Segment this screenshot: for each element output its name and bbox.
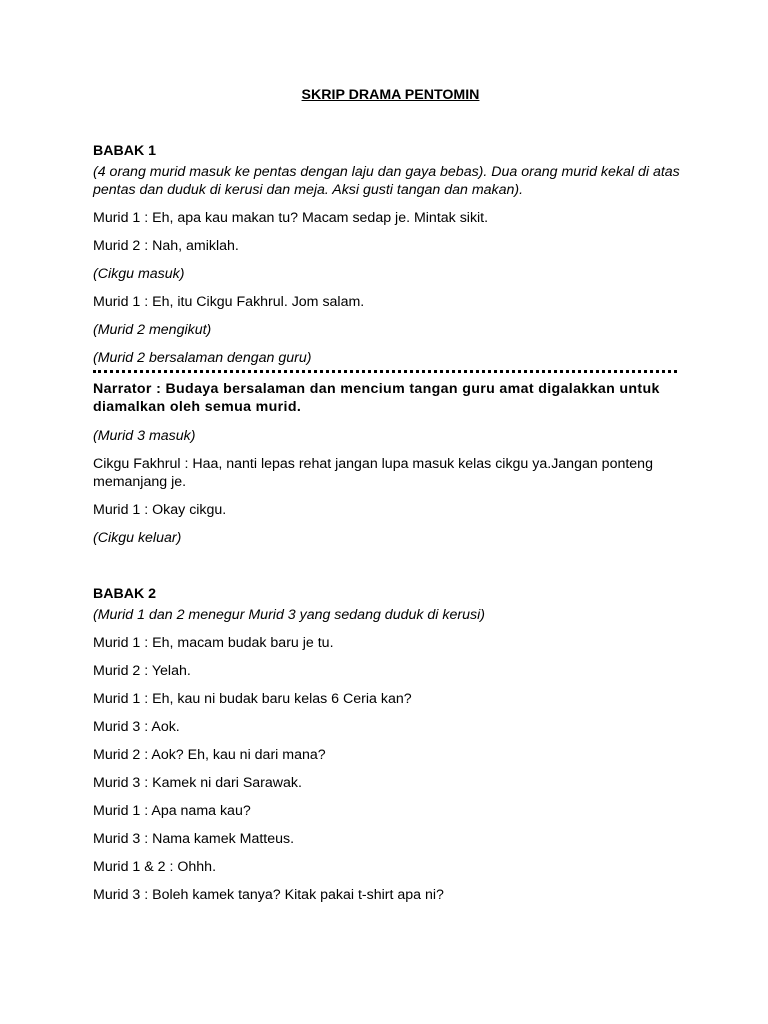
stage-direction: (Murid 2 bersalaman dengan guru) xyxy=(93,350,312,366)
page-title: SKRIP DRAMA PENTOMIN xyxy=(301,87,480,103)
stage-direction: (Cikgu masuk) xyxy=(93,266,185,282)
script-document xyxy=(93,86,693,904)
dialogue-line: Murid 1 : Eh, apa kau makan tu? Macam sedap je. Mintak sikit. xyxy=(93,210,489,226)
dialogue-line: Murid 1 : Eh, kau ni budak baru kelas 6 Ceria kan? xyxy=(93,691,412,707)
dialogue-line: Murid 2 : Aok? Eh, kau ni dari mana? xyxy=(93,747,326,763)
dialogue-line: Murid 1 : Eh, itu Cikgu Fakhrul. Jom salam. xyxy=(93,294,365,310)
dialogue-line: Murid 3 : Nama kamek Matteus. xyxy=(93,831,295,847)
dialogue-line: Murid 3 : Kamek ni dari Sarawak. xyxy=(93,775,302,791)
narrator-line: Narrator : Budaya bersalaman dan mencium tangan guru amat digalakkan untuk diamalkan oleh semua murid. xyxy=(93,381,660,415)
scene-heading-babak-2: BABAK 2 xyxy=(93,586,157,602)
stage-direction: (Murid 2 mengikut) xyxy=(93,322,212,338)
stage-direction: (Cikgu keluar) xyxy=(93,530,182,546)
dialogue-line: Murid 1 & 2 : Ohhh. xyxy=(93,859,217,875)
dialogue-line: Murid 1 : Okay cikgu. xyxy=(93,502,227,518)
dotted-divider xyxy=(93,370,677,373)
dialogue-line: Murid 3 : Aok. xyxy=(93,719,180,735)
dialogue-line: Murid 2 : Yelah. xyxy=(93,663,191,679)
stage-direction: (Murid 3 masuk) xyxy=(93,428,196,444)
stage-direction: (Murid 1 dan 2 menegur Murid 3 yang sedang duduk di kerusi) xyxy=(93,607,485,623)
dialogue-line: Murid 2 : Nah, amiklah. xyxy=(93,238,239,254)
dialogue-line: Cikgu Fakhrul : Haa, nanti lepas rehat jangan lupa masuk kelas cikgu ya.Jangan ponteng memanjang je. xyxy=(93,456,653,490)
dialogue-line: Murid 1 : Apa nama kau? xyxy=(93,803,251,819)
dialogue-line: Murid 3 : Boleh kamek tanya? Kitak pakai t-shirt apa ni? xyxy=(93,887,444,903)
scene-heading-babak-1: BABAK 1 xyxy=(93,143,157,159)
stage-direction: (4 orang murid masuk ke pentas dengan laju dan gaya bebas). Dua orang murid kekal di atas pentas dan duduk di kerusi dan meja. Aksi gusti tangan dan makan). xyxy=(93,164,680,198)
dialogue-line: Murid 1 : Eh, macam budak baru je tu. xyxy=(93,635,334,651)
